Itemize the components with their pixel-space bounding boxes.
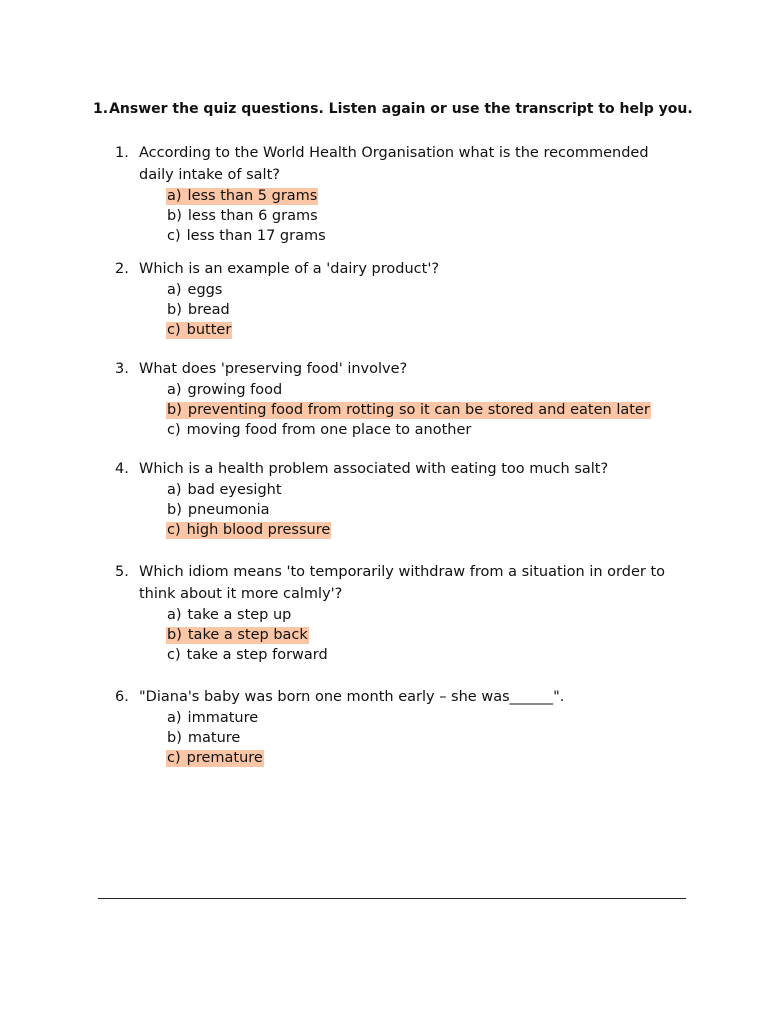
question-3: [115, 358, 675, 440]
question-number: 3.: [115, 361, 129, 377]
option-c: [166, 520, 675, 540]
option-text: pneumonia: [187, 502, 270, 518]
option-a: [166, 605, 675, 625]
option-text: moving food from one place to another: [186, 422, 472, 438]
question-number: 2.: [115, 261, 129, 277]
question-text: What does 'preserving food' involve?: [139, 361, 408, 377]
question-number: 6.: [115, 689, 129, 705]
option-text: bread: [187, 302, 230, 318]
question-6: [115, 686, 675, 768]
answer-options: [166, 380, 675, 440]
question-number: 1.: [115, 145, 129, 161]
question-number: 5.: [115, 564, 129, 580]
option-letter: a): [167, 710, 182, 726]
option-letter: c): [167, 647, 181, 663]
option-letter: b): [167, 730, 182, 746]
option-text: mature: [187, 730, 241, 746]
answer-options: [166, 186, 675, 246]
option-a: [166, 380, 675, 400]
option-text: preventing food from rotting so it can be stored and eaten later: [187, 402, 650, 418]
option-letter: c): [167, 228, 181, 244]
option-c: [166, 420, 675, 440]
option-b: [166, 500, 675, 520]
option-letter: b): [167, 627, 182, 643]
heading-number: 1.: [93, 101, 109, 117]
question-4: [115, 458, 675, 540]
option-letter: b): [167, 208, 182, 224]
option-text: take a step forward: [186, 647, 328, 663]
option-a: [166, 280, 675, 300]
option-text: bad eyesight: [187, 482, 282, 498]
option-letter: a): [167, 607, 182, 623]
option-letter: a): [167, 282, 182, 298]
option-text: less than 17 grams: [186, 228, 326, 244]
option-letter: b): [167, 502, 182, 518]
option-letter: a): [167, 382, 182, 398]
option-c: [166, 645, 675, 665]
answer-options: [166, 605, 675, 665]
option-letter: c): [167, 750, 181, 766]
question-5: [115, 561, 675, 665]
question-text: According to the World Health Organisation what is the recommended daily intake of salt?: [139, 145, 649, 183]
footer-divider: [98, 898, 686, 899]
option-letter: c): [167, 522, 181, 538]
question-text: Which is an example of a 'dairy product'?: [139, 261, 440, 277]
question-number: 4.: [115, 461, 129, 477]
option-text: eggs: [187, 282, 223, 298]
option-text: immature: [187, 710, 259, 726]
question-text: Which idiom means 'to temporarily withdraw from a situation in order to think about it more calmly'?: [139, 564, 666, 602]
option-text: less than 6 grams: [187, 208, 318, 224]
option-letter: a): [167, 188, 182, 204]
option-letter: c): [167, 322, 181, 338]
option-c: [166, 226, 675, 246]
option-a: [166, 186, 675, 206]
option-b: [166, 400, 675, 420]
answer-options: [166, 708, 675, 768]
question-1: [115, 142, 675, 246]
question-text: Which is a health problem associated with eating too much salt?: [139, 461, 609, 477]
option-text: high blood pressure: [186, 522, 331, 538]
instructions-heading: [93, 101, 693, 117]
option-text: premature: [186, 750, 263, 766]
option-letter: c): [167, 422, 181, 438]
option-text: less than 5 grams: [187, 188, 318, 204]
option-letter: a): [167, 482, 182, 498]
option-text: take a step back: [187, 627, 308, 643]
option-b: [166, 728, 675, 748]
option-b: [166, 206, 675, 226]
option-text: take a step up: [187, 607, 292, 623]
answer-options: [166, 480, 675, 540]
option-c: [166, 748, 675, 768]
answer-options: [166, 280, 675, 340]
option-letter: b): [167, 402, 182, 418]
question-text: "Diana's baby was born one month early – she was______".: [139, 689, 565, 705]
option-c: [166, 320, 675, 340]
option-a: [166, 480, 675, 500]
option-b: [166, 625, 675, 645]
option-b: [166, 300, 675, 320]
heading-text: Answer the quiz questions. Listen again or use the transcript to help you.: [109, 101, 693, 117]
option-text: growing food: [187, 382, 283, 398]
question-2: [115, 258, 675, 340]
option-letter: b): [167, 302, 182, 318]
option-a: [166, 708, 675, 728]
option-text: butter: [186, 322, 232, 338]
